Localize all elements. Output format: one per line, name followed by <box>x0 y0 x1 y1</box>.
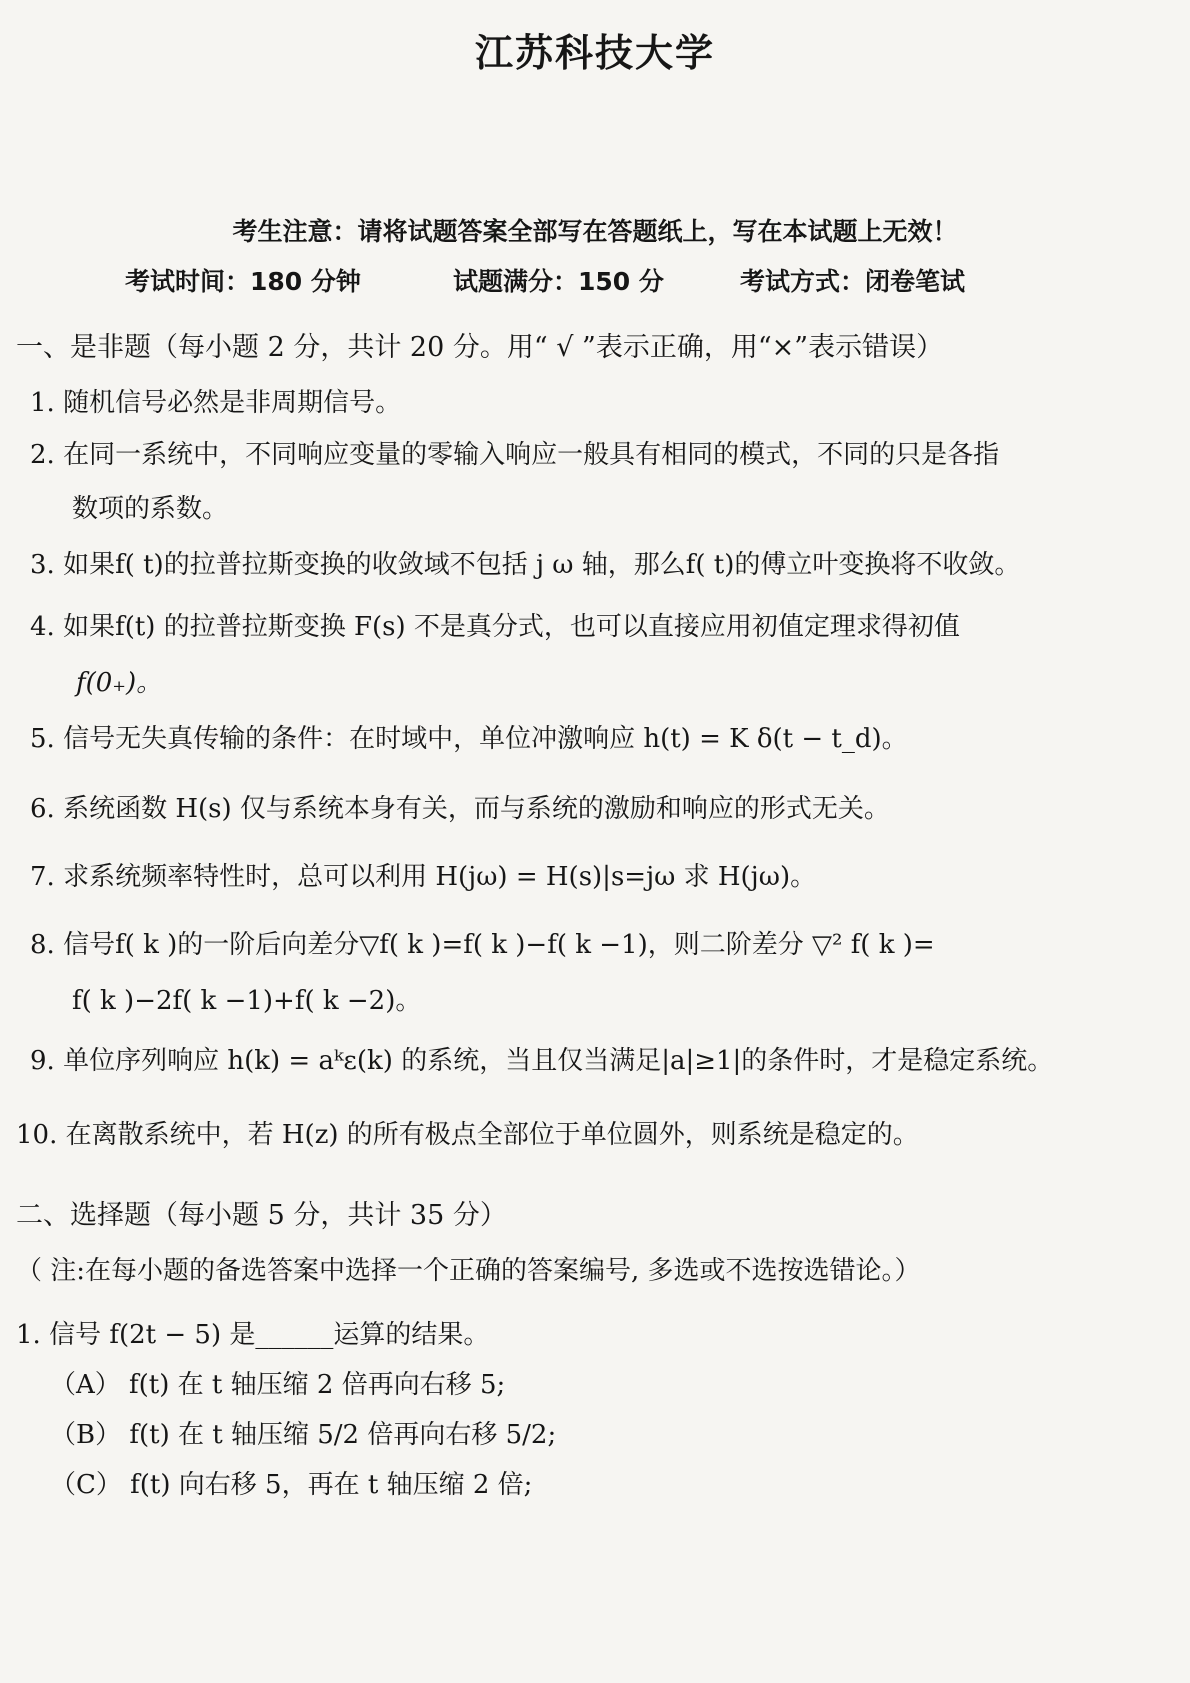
tf-item-1: 1. 随机信号必然是非周期信号。 <box>30 388 402 418</box>
tf-item-5: 5. 信号无失真传输的条件：在时域中，单位冲激响应 h(t) = K δ(t − t_d)。 <box>30 724 908 754</box>
section2-heading: 二、选择题（每小题 5 分，共计 35 分） <box>16 1200 507 1231</box>
tf-item-10: 10. 在离散系统中，若 H(z) 的所有极点全部位于单位圆外，则系统是稳定的。 <box>16 1120 919 1150</box>
exam-time: 考试时间：180 分钟 <box>125 267 361 296</box>
tf-item-7: 7. 求系统频率特性时，总可以利用 H(jω) = H(s)|s=jω 求 H(jω)。 <box>30 862 817 892</box>
mc-option-c: （C） f(t) 向右移 5，再在 t 轴压缩 2 倍; <box>50 1470 533 1500</box>
tf-item-4-cont: f(0₊)。 <box>76 668 163 698</box>
tf-item-6: 6. 系统函数 H(s) 仅与系统本身有关，而与系统的激励和响应的形式无关。 <box>30 794 890 824</box>
section1-heading: 一、是非题（每小题 2 分，共计 20 分。用“ √ ”表示正确，用“×”表示错误） <box>16 332 944 363</box>
tf-item-8: 8. 信号f( k )的一阶后向差分▽f( k )=f( k )−f( k −1)，则二阶差分 ▽² f( k )= <box>30 930 935 960</box>
tf-item-3: 3. 如果f( t)的拉普拉斯变换的收敛域不包括 j ω 轴，那么f( t)的傅立叶变换将不收敛。 <box>30 550 1021 580</box>
mc-option-a: （A） f(t) 在 t 轴压缩 2 倍再向右移 5; <box>50 1370 506 1400</box>
tf-item-2-cont: 数项的系数。 <box>72 494 229 524</box>
university-title: 江苏科技大学 <box>474 31 715 75</box>
exam-notice: 考生注意：请将试题答案全部写在答题纸上，写在本试题上无效！ <box>232 217 958 246</box>
mc-option-b: （B） f(t) 在 t 轴压缩 5/2 倍再向右移 5/2; <box>50 1420 557 1450</box>
exam-mode: 考试方式：闭卷笔试 <box>740 267 966 296</box>
tf-item-2: 2. 在同一系统中，不同响应变量的零输入响应一般具有相同的模式，不同的只是各指 <box>30 440 1000 470</box>
tf-item-4: 4. 如果f(t) 的拉普拉斯变换 F(s) 不是真分式，也可以直接应用初值定理求得初值 <box>30 612 960 642</box>
tf-item-8-cont: f( k )−2f( k −1)+f( k −2)。 <box>72 986 422 1016</box>
full-score: 试题满分：150 分 <box>453 267 664 296</box>
mc-question-1: 1. 信号 f(2t − 5) 是______运算的结果。 <box>16 1320 490 1350</box>
section2-note: （ 注:在每小题的备选答案中选择一个正确的答案编号, 多选或不选按选错论。） <box>16 1256 921 1286</box>
tf-item-9: 9. 单位序列响应 h(k) = aᵏε(k) 的系统，当且仅当满足|a|≥1|的条件时，才是稳定系统。 <box>30 1046 1054 1076</box>
